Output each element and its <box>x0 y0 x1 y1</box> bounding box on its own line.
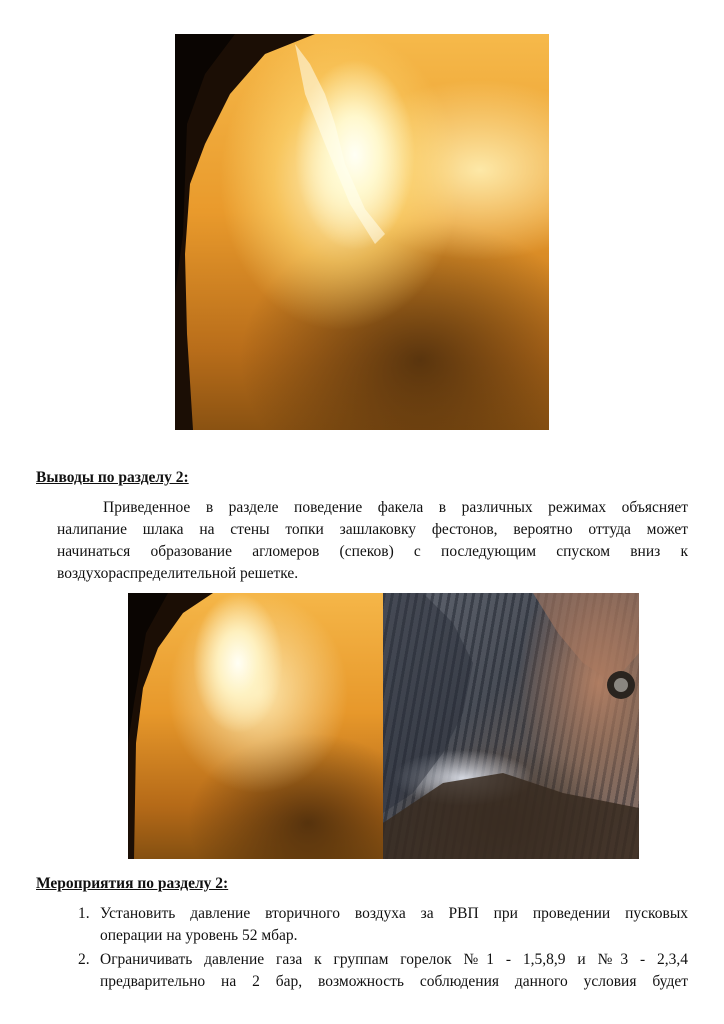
conclusions-line: начинаться образование агломеров (спеков) с последующим спуском вниз к <box>57 543 688 560</box>
furnace-flame-photo <box>175 34 549 430</box>
list-item-number: 2. <box>78 951 90 968</box>
conclusions-paragraph <box>57 497 688 585</box>
list-item-line: Установить давление вторичного воздуха за РВП при проведении пусковых <box>100 905 688 922</box>
measures-heading: Мероприятия по разделу 2: <box>36 875 229 892</box>
slag-deposit-photo <box>383 593 639 859</box>
slag-deposit-details <box>383 593 639 859</box>
furnace-wall-shadow <box>175 34 549 430</box>
list-item-line: Ограничивать давление газа к группам горелок №1 - 1,5,8,9 и №3 - 2,3,4 <box>100 951 688 968</box>
list-item <box>74 949 688 993</box>
conclusions-line: налипание шлака на стены топки зашлаковку фестонов, вероятно оттуда может <box>57 521 688 538</box>
conclusions-heading: Выводы по разделу 2: <box>36 469 189 486</box>
conclusions-line: Приведенное в разделе поведение факела в различных режимах объясняет <box>103 499 688 516</box>
measures-list <box>74 903 688 995</box>
list-item-number: 1. <box>78 905 90 922</box>
flame-closeup-photo <box>128 593 383 859</box>
list-item-line: предварительно на 2 бар, возможность соблюдения данного условия будет <box>100 973 688 990</box>
list-item-line: операции на уровень 52 мбар. <box>100 927 298 944</box>
list-item <box>74 903 688 947</box>
flame-closeup-shadow <box>128 593 383 859</box>
conclusions-line: воздухораспределительной решетке. <box>57 565 299 582</box>
